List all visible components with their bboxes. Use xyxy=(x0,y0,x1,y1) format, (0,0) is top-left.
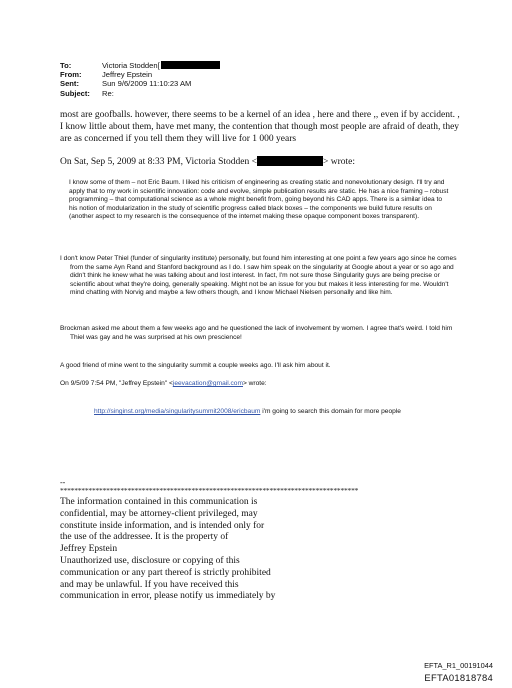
signature-dash: -- xyxy=(60,478,66,487)
quoted-paragraph-baum: I know some of them – not Eric Baum. I liked his criticism of engineering as creating static and nonevolutionary design. I'll try and apply that to my work in scientific innovation: code and evolve, simple publication results are static. He has a nice framing – robust programming – that computational science as a whole might benefit from, going beyond his CAD apps. There is a similar idea to his notion of modularization in the study of scientific progress called black boxes – the components we build future results on (another aspect to my research is the consequence of the internet making these opaque component boxes transparent). xyxy=(69,179,449,221)
subject-row xyxy=(60,89,220,98)
disclaimer-line: constitute inside information, and is intended only for xyxy=(60,520,265,531)
paragraph-thiel: I don't know Peter Thiel (funder of singularity institute) personally, but found him interesting at one point a few years ago since he comes from the same Ayn Rand and Stanford background as I do. I saw him speak on the singularity at Google about a year or so ago and didn't think he knew what he was talking about and lost interest. In fact, I'm not sure those Singularity guys are being precise or scientific about what they're doing, generally speaking. Might not be an issue for you but makes it less interesting for me. Wouldn't mind chatting with Norvig and maybe a few others though, and I know Michael Nielsen personally and like him. xyxy=(60,255,457,297)
from-row xyxy=(60,70,220,79)
paragraph-friend: A good friend of mine went to the singularity summit a couple weeks ago. I'll ask him about it. xyxy=(60,362,331,369)
disclaimer-line: Unauthorized use, disclosure or copying of this xyxy=(60,555,240,566)
quote2-text: i'm going to search this domain for more people xyxy=(260,408,401,415)
sent-row xyxy=(60,79,220,88)
subject-value: Re: xyxy=(102,88,114,98)
redaction-block xyxy=(161,61,219,69)
disclaimer-line: and may be unlawful. If you have received this xyxy=(60,579,239,590)
on-95-prefix: On 9/5/09 7:54 PM, "Jeffrey Epstein" < xyxy=(60,380,173,387)
from-label: From: xyxy=(60,70,82,80)
on-95-suffix: > wrote: xyxy=(242,380,267,387)
on-sat-prefix: On Sat, Sep 5, 2009 at 8:33 PM, Victoria Stodden < xyxy=(60,157,257,167)
quoted-paragraph-url xyxy=(94,408,434,417)
footer-id-1: EFTA_R1_00191044 xyxy=(424,661,493,670)
to-value xyxy=(102,61,220,70)
email-link[interactable]: jeevacation@gmail.com xyxy=(172,380,243,387)
to-row xyxy=(60,61,220,70)
sent-value: Sun 9/6/2009 11:10:23 AM xyxy=(102,79,192,89)
reply-paragraph: most are goofballs. however, there seems to be a kernel of an idea , here and there ,, even if by accident. , I know little about them, have met many, the contention that though most people are afraid of death, they are as concerned if you tell them they will live for 1 000 years xyxy=(60,110,460,144)
singinst-link[interactable]: http://singinst.org/media/singularitysummit2008/ericbaum xyxy=(94,408,261,415)
disclaimer-line: communication in error, please notify us immediately by xyxy=(60,591,276,602)
sent-label: Sent: xyxy=(60,79,79,89)
disclaimer-line: Jeffrey Epstein xyxy=(60,544,118,555)
email-header xyxy=(60,61,220,98)
subject-label: Subject: xyxy=(60,88,90,98)
redaction-end-bar xyxy=(219,61,220,69)
on-sat-suffix: > wrote: xyxy=(322,157,355,167)
paragraph-brockman: Brockman asked me about them a few weeks ago and he questioned the lack of involvement by women. I agree that's weird. I told him Thiel was gay and he was surprised at his own prescience! xyxy=(60,325,453,341)
asterisk-separator: ************************************************************************************ xyxy=(60,486,359,495)
to-name: Victoria Stodden[ xyxy=(102,61,160,70)
disclaimer-line: communication or any part thereof is strictly prohibited xyxy=(60,567,271,578)
on-95-attribution xyxy=(60,380,452,389)
disclaimer xyxy=(60,497,275,603)
redaction-block xyxy=(257,156,323,166)
disclaimer-line: the use of the addressee. It is the property of xyxy=(60,532,229,543)
footer-id-2: EFTA01818784 xyxy=(424,672,493,683)
disclaimer-line: The information contained in this communication is xyxy=(60,497,258,507)
to-label: To: xyxy=(60,61,72,70)
on-sat-attribution xyxy=(60,156,460,169)
disclaimer-line: confidential, may be attorney-client privileged, may xyxy=(60,508,258,519)
from-value: Jeffrey Epstein xyxy=(102,70,153,80)
